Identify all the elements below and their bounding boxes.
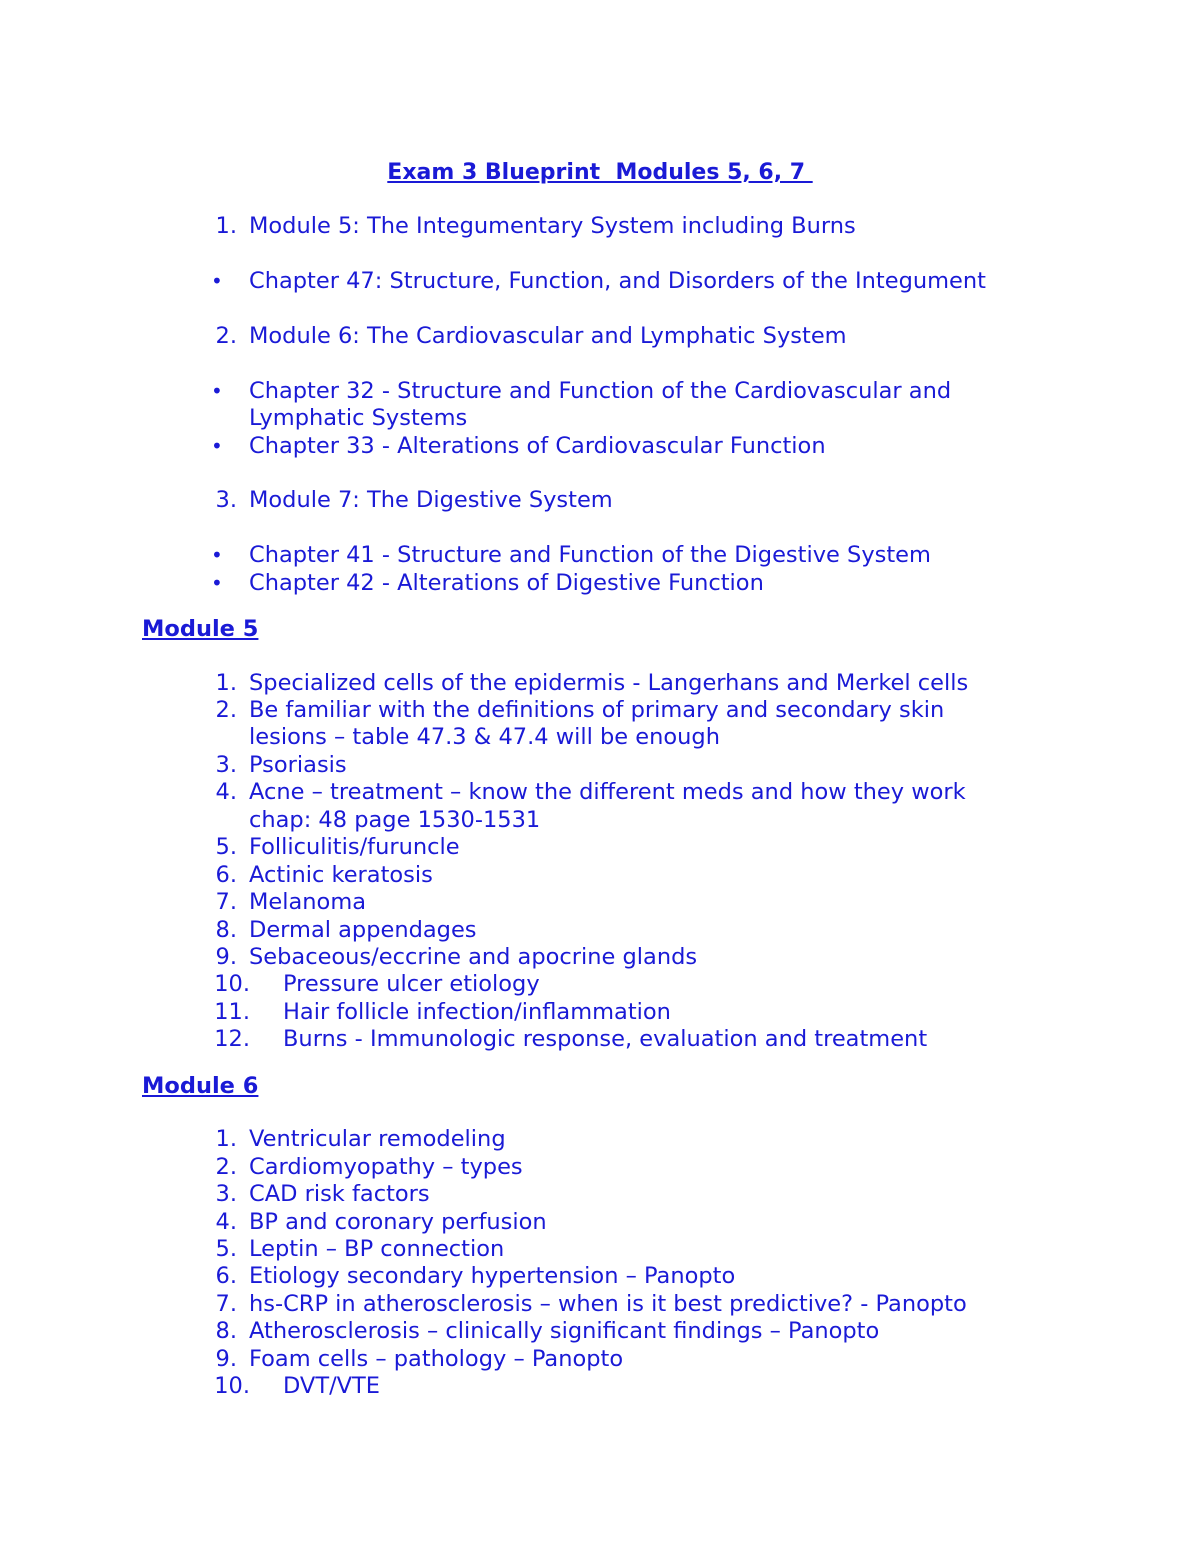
list-item-text: CAD risk factors [249,1181,430,1207]
list-item-text: Module 5: The Integumentary System including Burns [249,213,856,239]
list-item-text: Etiology secondary hypertension – Panopto [249,1263,736,1289]
list-number: 10. [214,1373,250,1399]
list-number: 9. [215,944,237,970]
list-item-text: Psoriasis [249,752,347,778]
bullet-icon: • [211,379,223,403]
list-item-text: Pressure ulcer etiology [283,971,540,997]
list-item-text: Hair follicle infection/inflammation [283,999,671,1025]
list-number: 7. [215,889,237,915]
list-number: 4. [215,1209,237,1235]
list-number: 3. [215,1181,237,1207]
list-number: 1. [215,213,237,239]
list-number: 8. [215,1318,237,1344]
list-item-text: Cardiomyopathy – types [249,1154,523,1180]
list-item-text-continued: chap: 48 page 1530-1531 [249,807,541,833]
list-number: 7. [215,1291,237,1317]
list-item-text: Module 6: The Cardiovascular and Lymphatic System [249,323,847,349]
list-number: 8. [215,917,237,943]
list-item-text-continued: Lymphatic Systems [249,405,468,431]
module-5-heading: Module 5 [142,616,259,642]
list-item-text: Melanoma [249,889,367,915]
list-item-text: Burns - Immunologic response, evaluation and treatment [283,1026,928,1052]
list-item-text: BP and coronary perfusion [249,1209,547,1235]
list-item-text: Specialized cells of the epidermis - Langerhans and Merkel cells [249,670,969,696]
bullet-icon: • [211,269,223,293]
list-number: 10. [214,971,250,997]
module-6-heading: Module 6 [142,1073,259,1099]
list-item-text: Actinic keratosis [249,862,433,888]
document-title: Exam 3 Blueprint Modules 5, 6, 7 [387,160,813,185]
list-item-text: Dermal appendages [249,917,477,943]
list-item-text: Folliculitis/furuncle [249,834,460,860]
list-item-text: Chapter 32 - Structure and Function of the Cardiovascular and [249,378,952,404]
list-number: 2. [215,1154,237,1180]
list-item-text: Chapter 41 - Structure and Function of the Digestive System [249,542,931,568]
list-number: 6. [215,862,237,888]
list-number: 3. [215,752,237,778]
list-item-text: Leptin – BP connection [249,1236,505,1262]
list-item-text: Chapter 47: Structure, Function, and Disorders of the Integument [249,268,986,294]
list-number: 1. [215,1126,237,1152]
list-item-text-continued: lesions – table 47.3 & 47.4 will be enough [249,724,720,750]
bullet-icon: • [211,543,223,567]
list-number: 2. [215,323,237,349]
list-number: 9. [215,1346,237,1372]
list-number: 5. [215,1236,237,1262]
list-item-text: Foam cells – pathology – Panopto [249,1346,624,1372]
list-item-text: Sebaceous/eccrine and apocrine glands [249,944,698,970]
bullet-icon: • [211,434,223,458]
list-item-text: Ventricular remodeling [249,1126,506,1152]
list-item-text: Be familiar with the definitions of primary and secondary skin [249,697,945,723]
bullet-icon: • [211,571,223,595]
list-item-text: hs-CRP in atherosclerosis – when is it best predictive? - Panopto [249,1291,967,1317]
list-item-text: Chapter 42 - Alterations of Digestive Function [249,570,764,596]
list-number: 6. [215,1263,237,1289]
list-number: 1. [215,670,237,696]
list-item-text: DVT/VTE [283,1373,380,1399]
list-item-text: Chapter 33 - Alterations of Cardiovascular Function [249,433,826,459]
list-number: 5. [215,834,237,860]
list-number: 3. [215,487,237,513]
list-item-text: Acne – treatment – know the different meds and how they work [249,779,966,805]
list-number: 12. [214,1026,250,1052]
list-number: 4. [215,779,237,805]
list-number: 11. [214,999,250,1025]
list-number: 2. [215,697,237,723]
list-item-text: Atherosclerosis – clinically significant findings – Panopto [249,1318,880,1344]
list-item-text: Module 7: The Digestive System [249,487,613,513]
